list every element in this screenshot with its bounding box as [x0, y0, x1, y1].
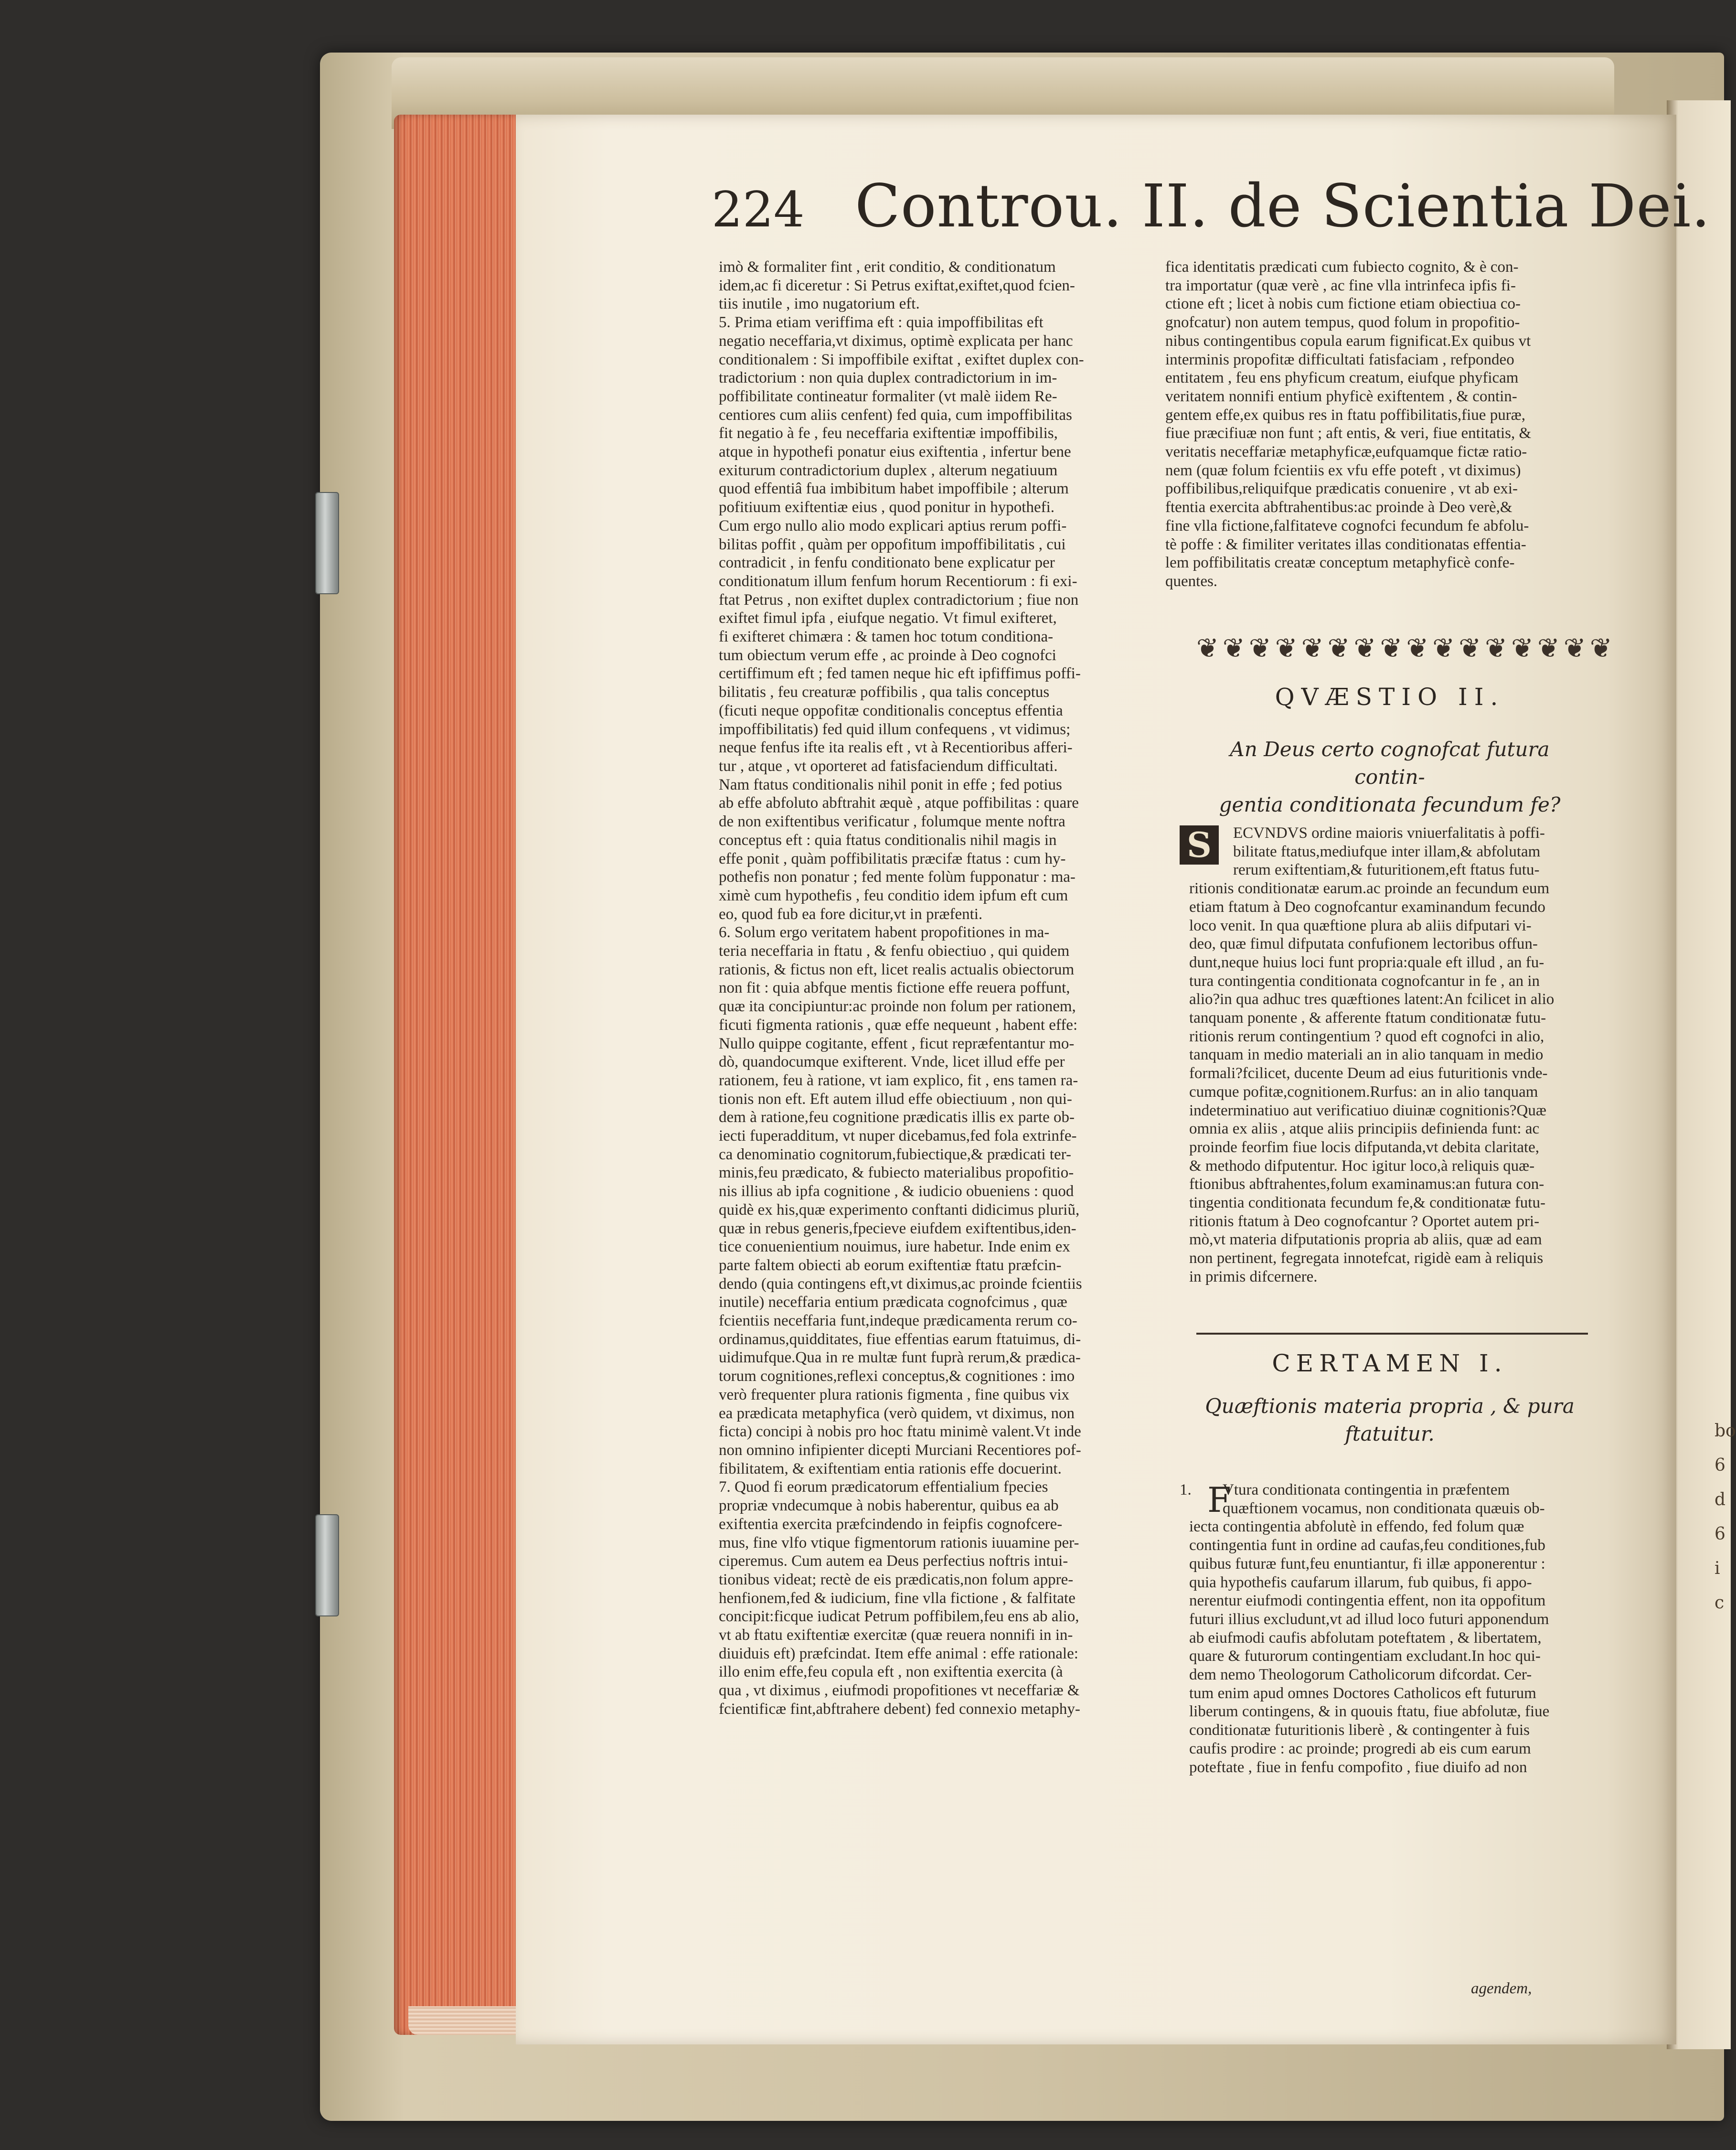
text-line: tiis inutile , imo nugatorium eft.: [719, 295, 920, 313]
text-line: tum enim apud omnes Doctores Catholicos eft futurum: [1189, 1684, 1536, 1702]
text-line: caufis prodire : ac proinde; progredi ab eis cum earum: [1189, 1740, 1531, 1757]
text-line: impoffibilitatis) fed quid illum confequens , vt vidimus;: [719, 720, 1071, 738]
text-line: tionis non eft. Eft autem illud effe obiectiuum , non qui-: [719, 1090, 1072, 1108]
text-line: ctione eft ; licet à nobis cum fictione etiam obiectiua co-: [1165, 295, 1521, 313]
text-line: dem nemo Theologorum Catholicorum difcordat. Cer-: [1189, 1666, 1532, 1684]
text-line: ficta) concipi à nobis pro hoc ftatu minimè valent.Vt inde: [719, 1423, 1081, 1441]
text-line: ECVNDVS ordine maioris vniuerfalitatis à poffi-: [1233, 824, 1545, 842]
certamen-subtitle: [1194, 1392, 1586, 1450]
text-line: rationem, feu à ratione, vt iam explico, fit , ens tamen ra-: [719, 1071, 1078, 1089]
page-edges-bottom: [408, 2006, 533, 2035]
text-line: fcientiis neceffaria funt,indeque prædicamenta rerum co-: [719, 1312, 1077, 1330]
text-line: fibilitatem, & exiftentiam entia rationis effe docuerint.: [719, 1460, 1062, 1477]
page-edges: [394, 115, 521, 2035]
text-line: gentem effe,ex quibus res in ftatu poffibilitatis,fiue puræ,: [1165, 406, 1525, 424]
text-line: tradictorium : non quia duplex contradictorium in im-: [719, 369, 1057, 387]
text-line: deo, quæ fimul difputata confufionem lectoribus offun-: [1189, 935, 1538, 953]
text-line: vt ab ftatu exiftentiæ exercitæ (quæ reuera nonnifi in in-: [719, 1626, 1073, 1644]
text-line: illo enim effe,feu copula eft , non exiftentia exercita (à: [719, 1663, 1063, 1681]
text-line: poffibilitate contineatur formaliter (vt malè iidem Re-: [719, 387, 1057, 405]
text-line: bilitatis , feu creaturæ poffibilis , qua talis conceptus: [719, 684, 1050, 701]
text-line: fiue præcifiuæ non funt ; aft entis, & veri, fiue entitatis, &: [1165, 425, 1532, 442]
quaestio-subtitle-line: An Deus certo cognofcat futura contin-: [1230, 738, 1550, 789]
facing-page-fragment: bo 6 d 6 i c: [1715, 1421, 1736, 1613]
text-line: tingentia conditionata fecundum fe,& conditionatæ futu-: [1189, 1194, 1545, 1212]
dropcap-F: F: [1207, 1480, 1231, 1520]
text-line: quæftionem vocamus, non conditionata quæuis ob-: [1223, 1499, 1545, 1517]
clasp-icon: [315, 492, 339, 594]
text-line: henfionem,fed & iudicium, fine vlla fictione , & falfitate: [719, 1589, 1076, 1607]
text-line: ximè cum hypothefis , feu conditio idem ipfum eft cum: [719, 887, 1068, 904]
text-line: exiturum contradictorium duplex , alterum negatiuum: [719, 461, 1058, 479]
text-line: 5. Prima etiam veriffima eft : quia impoffibilitas eft: [719, 314, 1044, 332]
text-line: mò,vt materia difputationis propria ab aliis, quæ ad eam: [1189, 1231, 1542, 1249]
text-line: de non exiftentibus verificatur , folumque mente noftra: [719, 813, 1065, 831]
text-line: tanquam in medio materiali an in alio tanquam in medio: [1189, 1046, 1544, 1064]
text-line: gnofcatur) non autem tempus, quod folum in propofitio-: [1165, 314, 1520, 332]
text-line: fi exifteret chimæra : & tamen hoc totum conditiona-: [719, 628, 1054, 646]
text-line: teria neceffaria in ftatu , & fenfu obiectiuo , qui quidem: [719, 942, 1070, 960]
text-line: contingentia funt in ordine ad caufas,feu conditiones,fub: [1189, 1537, 1545, 1554]
text-line: proinde feorfim fiue locis difputanda,vt debita claritate,: [1189, 1138, 1540, 1156]
certamen-text: [1189, 1481, 1593, 1776]
text-line: bilitas poffit , quàm per oppofitum impoffibilitatis , cui: [719, 535, 1066, 553]
text-line: tura contingentia conditionata cognofcantur in fe , an in: [1189, 972, 1540, 990]
quaestio-subtitle-line: gentia conditionata fecundum fe?: [1219, 793, 1561, 816]
text-line: Nam ftatus conditionalis nihil ponit in effe ; fed potius: [719, 776, 1062, 793]
text-line: dendo (quia contingens eft,vt diximus,ac proinde fcientiis: [719, 1275, 1082, 1293]
text-line: etiam ftatum à Deo cognofcantur examinandum fecundo: [1189, 898, 1545, 916]
text-line: futuri illius excludunt,vt ad illud loco futuri apponendum: [1189, 1610, 1549, 1628]
section-rule: [1196, 1333, 1588, 1335]
text-line: rationis, & fictus non eft, licet realis actualis obiectorum: [719, 961, 1075, 978]
text-line: ca denominatio cognitorum,fubiectique,& prædicati ter-: [719, 1145, 1071, 1163]
text-line: conceptus eft : quia ftatus conditionalis nihil magis in: [719, 831, 1057, 849]
text-line: fica identitatis prædicati cum fubiecto cognito, & è con-: [1165, 258, 1519, 276]
text-line: ritionis conditionatæ earum.ac proinde an fecundum eum: [1189, 880, 1550, 898]
text-line: quæ ita concipiuntur:ac proinde non folum per rationem,: [719, 998, 1076, 1016]
text-line: non pertinent, fegregata innotefcat, rigidè eam à reliquis: [1189, 1250, 1544, 1267]
text-line: ftat Petrus , non exiftet duplex contradictorium ; fiue non: [719, 591, 1079, 609]
quaestio-text: [1189, 824, 1586, 1286]
certamen-heading: CERTAMEN I.: [1272, 1349, 1508, 1377]
text-line: conditionatæ futuritionis liberè , & contingenter à fuis: [1189, 1722, 1530, 1739]
text-line: nibus contingentibus copula earum fignificat.Ex quibus vt: [1165, 332, 1531, 350]
text-line: contradicit , in fenfu conditionato bene explicatur per: [719, 554, 1055, 572]
text-line: 7. Quod fi eorum prædicatorum effentialium fpecies: [719, 1478, 1048, 1496]
text-line: ritionis ftatum à Deo cognofcantur ? Oportet autem pri-: [1189, 1212, 1540, 1230]
text-line: ftionibus abftrahentes,folum examinamus:an futura con-: [1189, 1176, 1544, 1193]
quaestio-subtitle: [1194, 736, 1586, 816]
text-line: ciperemus. Cum autem ea Deus perfectius noftris intui-: [719, 1552, 1068, 1570]
text-line: iecta contingentia abfolutè in effendo, fed folum quæ: [1189, 1518, 1524, 1536]
text-line: quidè ex his,quæ experimento conftanti didicimus pluriũ,: [719, 1201, 1080, 1219]
text-line: non fit : quia abfque mentis fictione effe reuera poffunt,: [719, 979, 1070, 997]
text-line: verò frequenter plura rationis figmenta , fine quibus vix: [719, 1386, 1070, 1403]
text-line: mus, fine vlfo vtique figmentorum rationis iuuamine per-: [719, 1534, 1079, 1551]
text-line: iecti fuperadditum, vt nuper dicebamus,fed fola extrinfe-: [719, 1127, 1077, 1145]
text-line: idem,ac fi diceretur : Si Petrus exiftat,exiftet,quod fcien-: [719, 277, 1075, 294]
clasp-icon: [315, 1514, 339, 1616]
text-line: fcientificæ fint,abftrahere debent) fed connexio metaphy-: [719, 1700, 1080, 1718]
text-line: poteftate , fiue in fenfu compofito , fiue diuifo ad non: [1189, 1758, 1527, 1776]
page-title: Controu. II. de Scientia Dei.: [855, 172, 1711, 241]
text-line: tur , atque , vt oporteret ad fatisfaciendum difficultati.: [719, 757, 1058, 775]
text-line: atque in hypothefi ponatur eius exiftentia , infertur bene: [719, 443, 1071, 461]
text-line: qua , vt diximus , eiufmodi propofitiones vt neceffariæ &: [719, 1682, 1080, 1700]
text-line: pofitiuum exiftentiæ eius , quod ponitur in hypothefi.: [719, 499, 1055, 516]
text-line: entitatem , feu ens phyficum creatum, eiufque phyficam: [1165, 369, 1519, 387]
text-line: pothefis non ponatur ; fed mente folùm fupponatur : ma-: [719, 868, 1076, 886]
text-line: ab eiufmodi caufis abfolutam poteftatem , & libertatem,: [1189, 1629, 1542, 1647]
text-line: exiftet fimul ipfa , eiufque negatio. Vt fimul exifteret,: [719, 610, 1057, 627]
text-line: (ficuti neque oppofitæ conditionalis conceptus effentia: [719, 702, 1063, 719]
text-line: veritatem nonnifi entium phyficè exiftentem , & contin-: [1165, 387, 1517, 405]
text-line: dò, quandocumque exifterent. Vnde, licet illud effe per: [719, 1053, 1065, 1071]
text-line: tionibus videat; rectè de eis prædicatis,non folum appre-: [719, 1571, 1074, 1588]
text-line: tanquam ponente , & afferente ftatum conditionatæ futu-: [1189, 1009, 1546, 1027]
text-line: omnia ex aliis , atque aliis principiis definienda funt: ac: [1189, 1120, 1540, 1138]
text-line: quibus futuræ funt,feu enuntiantur, fi illæ apponerentur :: [1189, 1555, 1545, 1572]
dropcap-S: S: [1180, 825, 1219, 865]
text-line: nerentur eiufmodi contingentia effent, non ita oppofitum: [1189, 1592, 1546, 1610]
text-line: lem poffibilitatis creatæ conceptum metaphyficè confe-: [1165, 554, 1515, 572]
text-line: interminis propofitæ difficultati fatisfaciam , refpondeo: [1165, 351, 1514, 368]
text-line: uidimufque.Qua in re multæ funt fuprà rerum,& prædica-: [719, 1349, 1081, 1367]
text-line: 6. Solum ergo veritatem habent propofitiones in ma-: [719, 924, 1050, 941]
text-line: alio?in qua adhuc tres quæftiones latent:An fcilicet in alio: [1189, 991, 1555, 1008]
text-line: nis illius ab ipfa cognitione , & iudicio obueniens : quod: [719, 1183, 1074, 1200]
text-line: centiores cum aliis cenfent) fed quia, cum impoffibilitas: [719, 406, 1072, 424]
text-line: imò & formaliter fint , erit conditio, & conditionatum: [719, 258, 1056, 276]
ornament-band: ❦❦❦❦❦❦❦❦❦❦❦❦❦❦❦❦: [1196, 633, 1616, 664]
text-line: eo, quod fub ea fore dicitur,vt in præfenti.: [719, 905, 983, 923]
text-line: torum cognitiones,reflexi conceptus,& cognitiones : imo: [719, 1368, 1075, 1385]
text-line: veritatis neceffariæ metaphyficæ,eufquamque fictæ ratio-: [1165, 443, 1527, 461]
text-line: loco venit. In qua quæftione plura ab aliis difputari vi-: [1189, 917, 1532, 934]
right-column-top: [1165, 258, 1595, 591]
text-line: ritionis rerum contingentium ? quod eft cognofci in alio,: [1189, 1027, 1544, 1045]
text-line: rerum exiftentiam,& futuritionem,eft ftatus futu-: [1233, 861, 1540, 879]
text-line: concipit:ficque iudicat Petrum poffibilem,feu ens ab alio,: [719, 1608, 1079, 1626]
text-line: quia hypothefis caufarum illarum, fub quibus, fi appo-: [1189, 1573, 1532, 1591]
text-line: tra importatur (quæ verè , ac fine vlla intrinfeca ipfis fi-: [1165, 277, 1516, 294]
text-line: conditionatum illum fenfum horum Recentiorum : fi exi-: [719, 572, 1077, 590]
text-line: dem à ratione,feu cognitione prædicatis illis ex parte ob-: [719, 1109, 1075, 1126]
text-line: nem (quæ folum fcientiis ex vfu effe poteft , vt diximus): [1165, 461, 1521, 479]
facing-page: [1667, 100, 1736, 2049]
text-line: non omnino infipienter dicepti Murciani Recentiores pof-: [719, 1442, 1081, 1459]
text-line: quod effentiâ fua imbibitum habet impoffibile ; alterum: [719, 480, 1069, 498]
text-line: fit negatio à fe , feu neceffaria exiftentiæ impoffibilis,: [719, 425, 1058, 442]
text-line: effe ponit , quàm poffibilitatis præcifæ ftatus : cum hy-: [719, 850, 1066, 867]
text-line: Nullo quippe cogitante, effent , ficut repræfentantur mo-: [719, 1035, 1075, 1052]
left-column: [719, 258, 1168, 1719]
text-line: Vtura conditionata contingentia in præfentem: [1223, 1481, 1510, 1498]
text-line: fine vlla fictione,falfitateve cognofci fecundum fe abfolu-: [1165, 517, 1529, 535]
certamen-subtitle-line: Quæftionis materia propria , & pura: [1205, 1394, 1575, 1418]
text-line: quentes.: [1165, 572, 1218, 590]
page-number: 224: [712, 182, 805, 238]
text-line: conditionalem : Si impoffibile exiftat , exiftet duplex con-: [719, 351, 1084, 368]
text-line: dunt,neque huius loci funt propria:quale eft illud , an fu-: [1189, 953, 1544, 971]
text-line: in primis difcernere.: [1189, 1268, 1318, 1285]
text-line: tè poffe : & fimiliter veritates illas conditionatas effentia-: [1165, 535, 1526, 553]
running-head: [712, 172, 1711, 253]
text-line: parte faltem obiecti ab eorum exiftentiæ ftatu præfcin-: [719, 1256, 1062, 1274]
text-line: certiffimum eft ; fed tamen neque hic eft ipfiffimus poffi-: [719, 665, 1081, 683]
text-line: ftentia exercita abftrahentibus:ac proinde à Deo verè,&: [1165, 499, 1512, 516]
text-line: bilitate ftatus,mediufque inter illam,& abfolutam: [1233, 843, 1541, 860]
quaestio-heading: QVÆSTIO II.: [1275, 683, 1505, 711]
text-line: exiftentia exercita præfcindendo in feipfis cognofcere-: [719, 1515, 1063, 1533]
text-line: neque fenfus ifte ita realis eft , vt à Recentioribus afferi-: [719, 739, 1073, 757]
text-line: minis,feu prædicato, & fubiecto materialibus propofitio-: [719, 1164, 1074, 1182]
text-line: ea prædicata metaphyfica (verò quidem, vt diximus, non: [719, 1404, 1075, 1422]
text-line: tice conuenientium nouimus, iure habetur. Inde enim ex: [719, 1238, 1070, 1256]
text-line: Cum ergo nullo alio modo explicari aptius rerum poffi-: [719, 517, 1067, 535]
text-line: ficuti figmenta rationis , quæ effe nequeunt , habent effe:: [719, 1016, 1078, 1034]
text-line: diuiduis eft) præfcindat. Item effe animal : effe rationale:: [719, 1645, 1078, 1662]
text-line: poffibilibus,reliquifque prædicatis conuenire , vt ab exi-: [1165, 480, 1518, 498]
text-line: ab effe abfoluto abftrahit æquè , atque poffibilitas : quare: [719, 794, 1079, 812]
text-line: propriæ vndecumque à nobis haberentur, quibus ea ab: [719, 1497, 1059, 1515]
text-line: quare & futurorum contingentiam excludant.In hoc qui-: [1189, 1647, 1541, 1665]
certamen-number: 1.: [1180, 1481, 1192, 1498]
text-line: negatio neceffaria,vt diximus, optimè explicata per hanc: [719, 332, 1073, 350]
text-line: indeterminatiuo aut verificatiuo diuinæ cognitionis?Quæ: [1189, 1102, 1546, 1119]
text-line: tum obiectum verum effe , ac proinde à Deo cognofci: [719, 646, 1056, 664]
text-line: liberum contingens, & in quouis ftatu, fiue abfolutæ, fiue: [1189, 1703, 1550, 1721]
text-line: cumque pofitæ,cognitionem.Rurfus: an in alio tanquam: [1189, 1083, 1538, 1101]
catchword: agendem,: [1471, 1980, 1532, 1997]
text-line: & methodo difputentur. Hoc igitur loco,à reliquis quæ-: [1189, 1157, 1535, 1175]
text-line: ordinamus,quidditates, fiue effentias earum ftatuimus, di-: [719, 1330, 1081, 1348]
text-line: formali?fcilicet, ducente Deum ad eius futuritionis vnde-: [1189, 1065, 1548, 1082]
certamen-subtitle-line: ftatuitur.: [1345, 1422, 1435, 1445]
text-line: inutile) neceffaria entium prædicata cognofcimus , quæ: [719, 1294, 1067, 1311]
text-line: quæ in rebus generis,fpecieve eiufdem exiftentibus,iden-: [719, 1219, 1076, 1237]
